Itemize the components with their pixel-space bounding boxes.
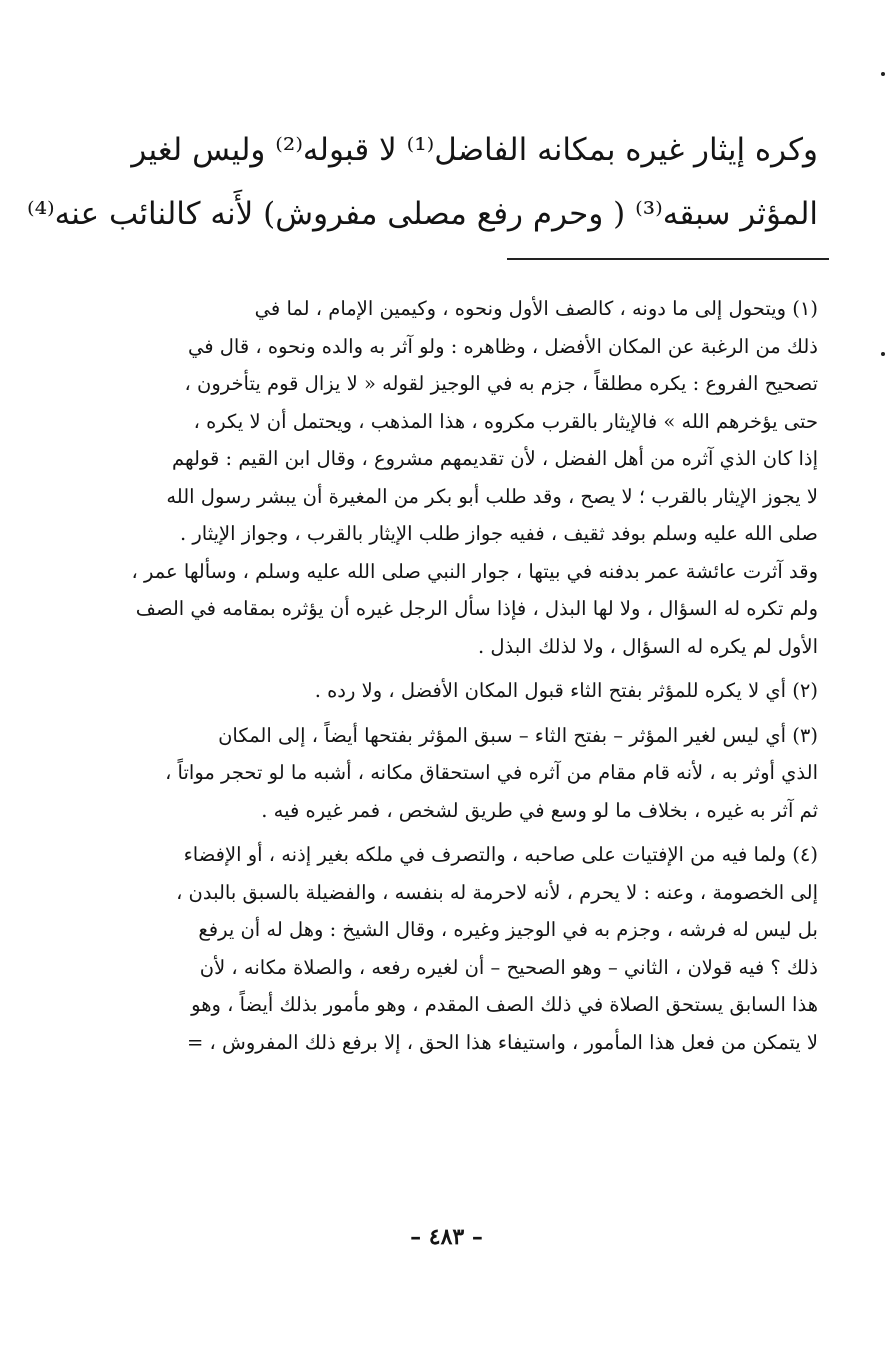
footnote-line: ثم آثر به غيره ، بخلاف ما لو وسع في طريق لشخص ، فمر غيره فيه . [261, 798, 818, 822]
footnote-line: وقد آثرت عائشة عمر بدفنه في بيتها ، جوار النبي صلى الله عليه وسلم ، وسألها عمر ، [131, 559, 818, 583]
footnote-line: (٢) أي لا يكره للمؤثر بفتح الثاء قبول المكان الأفضل ، ولا رده . [314, 679, 818, 702]
footnote-line: تصحيح الفروع : يكره مطلقاً ، جزم به في الوجيز لقوله « لا يزال قوم يتأخرون ، [184, 372, 818, 395]
main-text-line: وكره إيثار غيره بمكانه الفاضل⁽¹⁾ لا قبوله⁽²⁾ وليس لغير [131, 132, 818, 168]
footnote-line: ذلك من الرغبة عن المكان الأفضل ، وظاهره : ولو آثر به والده ونحوه ، قال في [187, 334, 818, 358]
footnote-line: صلى الله عليه وسلم بوفد ثقيف ، ففيه جواز طلب الإيثار بالقرب ، وجواز الإيثار . [179, 522, 818, 545]
footnote-line: لا يتمكن من فعل هذا المأمور ، واستيفاء هذا الحق ، إلا برفع ذلك المفروش ، = [187, 1030, 818, 1054]
margin-mark [881, 352, 885, 356]
main-text-line: المؤثر سبقه⁽³⁾ ( وحرم رفع مصلى مفروش) لأَنه كالنائب عنه⁽⁴⁾ [26, 196, 818, 232]
footnote-4 [100, 836, 818, 1061]
footnote-line: بل ليس له فرشه ، وجزم به في الوجيز وغيره ، وقال الشيخ : وهل له أن يرفع [198, 918, 818, 941]
footnote-1 [100, 290, 818, 665]
footnote-3 [100, 717, 818, 830]
main-text [26, 118, 818, 246]
page-number: – ٤٨٣ – [410, 1224, 483, 1250]
footnote-line: ذلك ؟ فيه قولان ، الثاني – وهو الصحيح – أن لغيره رفعه ، والصلاة مكانه ، لأن [199, 955, 818, 979]
footnote-line: (١) ويتحول إلى ما دونه ، كالصف الأول ونحوه ، وكيمين الإمام ، لما في [254, 297, 818, 320]
footnote-separator [507, 258, 829, 260]
footnote-line: (٤) ولما فيه من الإفتيات على صاحبه ، والتصرف في ملكه بغير إذنه ، أو الإفضاء [183, 843, 818, 866]
margin-mark [881, 72, 885, 76]
footnotes [100, 290, 818, 1061]
footnote-line: هذا السابق يستحق الصلاة في ذلك الصف المقدم ، وهو مأمور بذلك أيضاً ، وهو [191, 993, 818, 1016]
footnote-2 [100, 672, 818, 710]
footnote-line: حتى يؤخرهم الله » فالإيثار بالقرب مكروه ، هذا المذهب ، ويحتمل أن لا يكره ، [193, 409, 818, 433]
footnote-line: ولم تكره له السؤال ، ولا لها البذل ، فإذا سأل الرجل غيره أن يؤثره بمقامه في الصف [135, 597, 818, 620]
footnote-line: لا يجوز الإيثار بالقرب ؛ لا يصح ، وقد طلب أبو بكر من المغيرة أن يبشر رسول الله [166, 484, 818, 508]
footnote-line: الأول لم يكره له السؤال ، ولا لذلك البذل . [477, 634, 818, 658]
footnote-line: إلى الخصومة ، وعنه : لا يحرم ، لأنه لاحرمة له بنفسه ، والفضيلة بالسبق بالبدن ، [176, 880, 818, 904]
footnote-line: (٣) أي ليس لغير المؤثر – بفتح الثاء – سبق المؤثر بفتحها أيضاً ، إلى المكان [218, 723, 818, 747]
footnote-line: الذي أوثر به ، لأنه قام مقام من آثره في استحقاق مكانه ، أشبه ما لو تحجر مواتاً ، [165, 761, 818, 784]
footnote-line: إذا كان الذي آثره من أهل الفضل ، لأن تقديمهم مشروع ، وقال ابن القيم : قولهم [172, 447, 818, 470]
